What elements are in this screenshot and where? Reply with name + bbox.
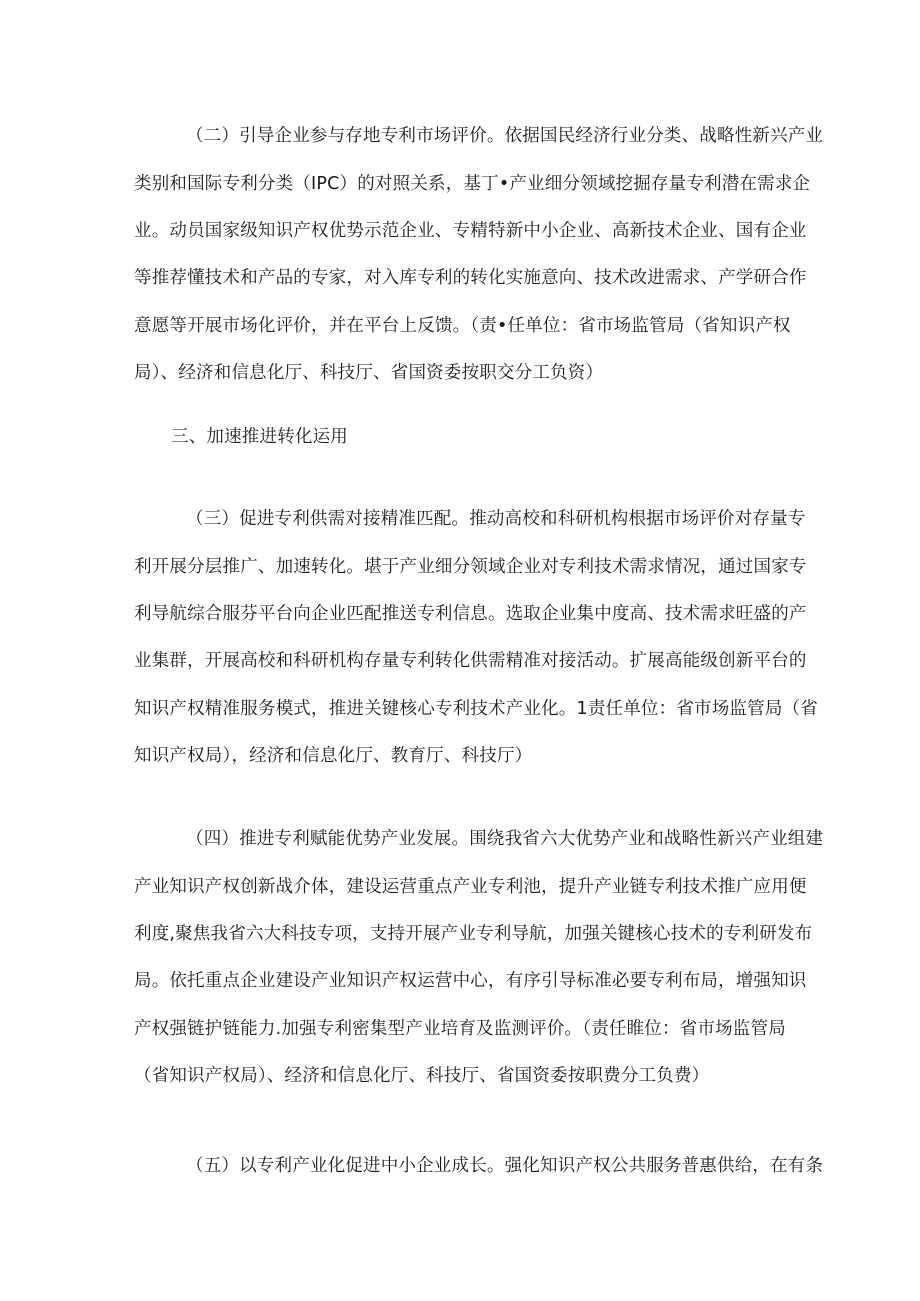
text-line: 产权强链护链能力.加强专利密集型产业培育及监测评价。（责任睢位：省市场监管局 — [134, 1019, 786, 1039]
text-line: 知识产权局），经济和信息化厅、教育厅、科技厅） — [134, 746, 533, 766]
text-line: （四）推进专利赋能优势产业发展。围绕我省六大优势产业和战略性新兴产业组建 — [186, 829, 824, 849]
text-line: （三）促进专利供需对接精准匹配。推动高校和科研机构根据市场评价对存量专 — [186, 509, 806, 529]
text-line: 意愿等开展市场化评价，并在平台上反馈。（责•任单位：省市场监管局（省知识产权 — [134, 316, 791, 336]
text-line: 类别和国际专利分类（IPC）的对照关系，基丁•产业细分领域挖掘存量专利潜在需求企 — [134, 174, 811, 194]
text-line: （二）引导企业参与存地专利市场评价。依据国民经济行业分类、战略性新兴产业 — [186, 126, 824, 146]
text-line: 利开展分层推广、加速转化。堪于产业细分领域企业对专利技术需求情况，通过国家专 — [134, 557, 807, 577]
section-heading: 三、加速推进转化运用 — [171, 427, 348, 447]
text-line: 业集群，开展高校和科研机构存量专利转化供需精准对接活动。扩展高能级创新平台的 — [134, 651, 807, 671]
text-line: 局。依托重点企业建设产业知识产权运营中心，有序引导标准必要专利布局，增强知识 — [134, 971, 807, 991]
text-line: 产业知识产权创新战介体，建设运营重点产业专利池，提升产业链专利技术推广应用便 — [134, 877, 807, 897]
text-line: （省知识产权局）、经济和信息化厅、科技厅、省国资委按职费分工负费） — [134, 1066, 710, 1086]
text-line: 局）、经济和信息化厅、科技厅、省国资委按职交分工负资） — [134, 363, 604, 383]
text-line: 知识产权精准服务模式，推进关键核心专利技术产业化。1责任单位：省市场监管局（省 — [134, 699, 818, 719]
text-line: 等推荐懂技术和产品的专家，对入库专利的转化实施意向、技术改进需求、产学研合作 — [134, 268, 807, 288]
text-line: 利度,聚焦我省六大科技专项，支持开展产业专利导航，加强关键核心技术的专利研发布 — [134, 924, 813, 944]
text-line: 利导航综合服芬平台向企业匹配推送专利信息。选取企业集中度高、技术需求旺盛的产 — [134, 604, 807, 624]
text-line: （五）以专利产业化促进中小企业成长。强化知识产权公共服务普惠供给，在有条 — [186, 1156, 824, 1176]
text-line: 业。动员国家级知识产权优势示范企业、专精特新中小企业、高新技术企业、国有企业 — [134, 221, 807, 241]
